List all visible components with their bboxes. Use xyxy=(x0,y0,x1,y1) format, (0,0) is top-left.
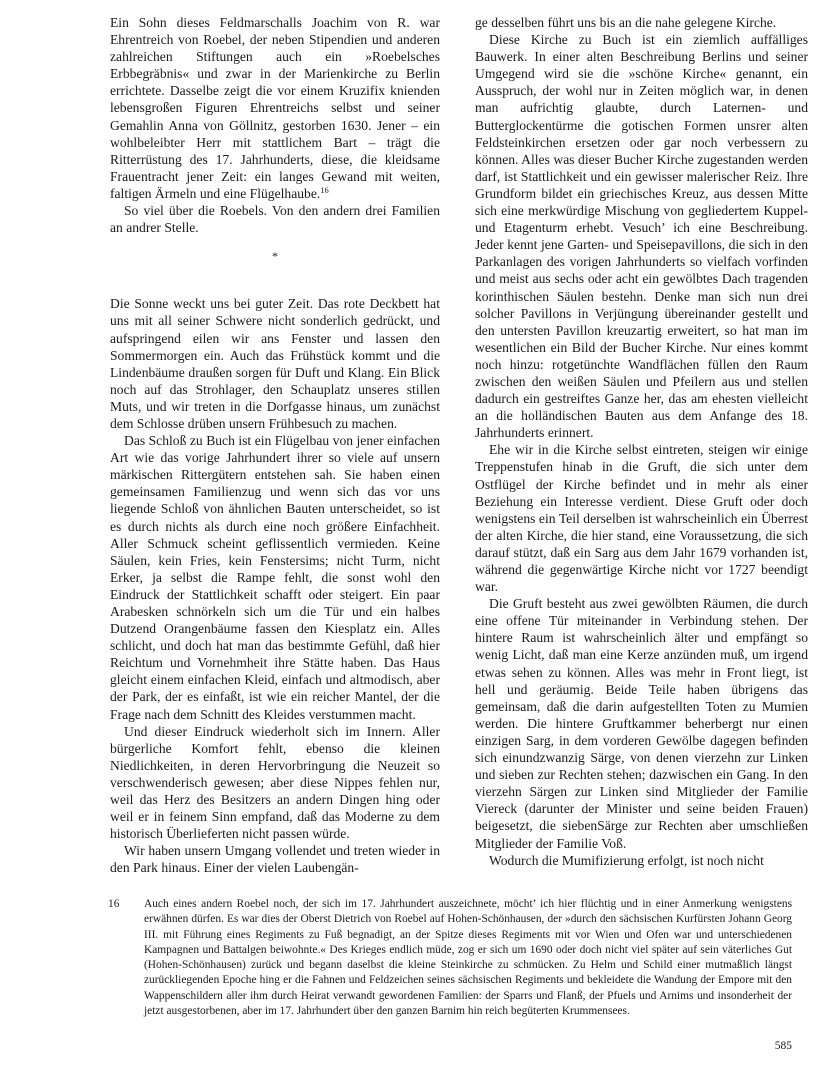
footnote-number: 16 xyxy=(108,898,120,910)
footnote xyxy=(110,897,792,1019)
right-column xyxy=(475,14,808,869)
footnote-marker: 16 xyxy=(320,184,329,195)
footnote-text: Auch eines andern Roebel noch, der sich im 17. Jahrhundert auszeichnete, möcht’ ich hier flüchtig und in einer Anmerkung wenigstens erwähnen dürfen. Es war dies der Oberst Dietrich von Roebel auf Hohen-Schönhausen, der »durch den sächsischen Kurfürsten Johann Georg III. mit Führung eines Regiments zu Fuß begnadigt, an der Spitze dieses Regiments mit vor Wien und Ofen war und unterschiedenen Kampagnen und Battalgen beiwohnte.« Des Krieges endlich müde, zog er sich um 1690 oder doch nicht viel später auf sein väterliches Gut (Hohen-Schönhausen) zurück und begann daselbst die kleine Steinkirche zu schmücken. Zu Helm und Schild einer mutmaßlich längst zurückliegenden Epoche hing er die Fahnen und Feldzeichen seines sächsischen Regiments und bekleidete die Wandung der Empore mit den Wappenschildern aller ihm durch Heirat verwandt gewordenen Familien: der Sparrs und Flanß, der Pfuels und Arnims und insonderheit der jetzt ausgestorbenen, aber im 17. Jahrhundert über den ganzen Barnim hin reich begüterten Krummensees. xyxy=(144,898,792,1018)
left-column xyxy=(110,14,440,877)
paragraph: Die Sonne weckt uns bei guter Zeit. Das rote Deckbett hat uns mit all seiner Schwere nicht sonderlich gedrückt, und aufspringend eilen wir ans Fenster und lassen den Sommermorgen ein. Auch das Frühstück kommt und die Lindenbäume draußen sorgen für Duft und Klang. Ein Blick noch auf das Strohlager, den Schauplatz unseres stillen Muts, und wir treten in die Dorfgasse hinaus, um zunächst dem Schlosse drüben unsern Frühbesuch zu machen. xyxy=(110,296,440,431)
paragraph: Und dieser Eindruck wiederholt sich im Innern. Aller bürgerliche Komfort fehlt, ebenso die kleinen Niedlichkeiten, in deren Hervorbringung die Neuzeit so verschwenderisch gewesen; aber diese Nippes fehlen nur, weil das Herz des Besitzers an andern Dingen hing oder weil er in feinem Sinn empfand, daß das Moderne zu dem historisch Überlieferten nicht passen würde. xyxy=(110,723,440,842)
paragraph: Die Gruft besteht aus zwei gewölbten Räumen, die durch eine offene Tür miteinander in Verbindung stehen. Der hintere Raum ist wahrscheinlich älter und empfängt so wenig Licht, daß man eine Kerze anzünden muß, um irgend etwas sehen zu können. Alles was mehr in Front liegt, ist hell und geräumig. Beide Teile haben übrigens das gemeinsam, daß die darin aufgestellten Toten zu Mumien werden. Die hintere Gruftkammer beherbergt nur einen einzigen Sarg, in dem vorderen Gewölbe dagegen befinden sich einundzwanzig Särge, von denen vierzehn zur Linken und sieben zur Rechten stehen; dazwischen ein Gang. In den vierzehn Särgen zur Linken sind Mitglieder der Familie Viereck (darunter der Minister und seine beiden Frauen) beigesetzt, die siebenSärge zur Rechten aber umschließen Mitglieder der Familie Voß. xyxy=(475,596,808,851)
paragraph: Diese Kirche zu Buch ist ein ziemlich auffälliges Bauwerk. In einer alten Beschreibung Berlins und seiner Umgegend wird sie die »schöne Kirche« genannt, ein Ausspruch, der wohl nur in Zeiten möglich war, in denen man aufrichtig glaubte, durch Laternen- und Butterglockentürme die gotischen Formen unsrer alten Feldsteinkirchen ersetzen oder gar noch verbessern zu können. Alles was dieser Bucher Kirche zugestanden werden darf, ist Stattlichkeit und ein gewisser malerischer Reiz. Ihre Grundform bildet ein griechisches Kreuz, aus dessen Mitte sich eine merkwürdige Mischung von gegliedertem Kuppel- und Etagenturm erhebt. Vesuch’ ich eine Beschreibung. Jeder kennt jene Garten- und Speisepavillons, die sich in den Parkanlagen des vorigen Jahrhunderts so vielfach vorfinden und meist aus sechs oder acht ein gewölbtes Dach tragenden korinthischen Säulen bestehn. Denke man sich nun drei solcher Pavillons in Verjüngung übereinander gestellt und den untersten Pavillon kreuzartig erweitert, so hat man im wesentlichen ein Bild der Bucher Kirche. Nur eines kommt noch hinzu: rotgetünchte Wandflächen füllen den Raum zwischen den weißen Säulen und Pfeilern aus und stellen dadurch ein gestreiftes Ganze her, das am ehesten vielleicht an die holländischen Bauten aus dem Anfange des 18. Jahrhunderts erinnert. xyxy=(475,32,808,441)
paragraph: Ehe wir in die Kirche selbst eintreten, steigen wir einige Treppenstufen hinab in die Gruft, die sich unter dem Ostflügel der Kirche befindet und in mehr als einer Beziehung ein Interesse verdient. Diese Gruft oder doch wenigstens ein Teil derselben ist wahrscheinlich ein Überrest der alten Kirche, die hier stand, eine Voraussetzung, die sich darauf stützt, daß ein Sarg aus dem Jahr 1679 vorhanden ist, während die gegenwärtige Kirche nicht vor 1727 beendigt war. xyxy=(475,442,808,595)
paragraph: Ein Sohn dieses Feldmarschalls Joachim von R. war Ehrentreich von Roebel, der neben Stipendien und anderen zahlreichen Stiftungen auch ein »Roebelsches Erbbegräbnis« und zwar in der Marienkirche zu Berlin errichtete. Dasselbe zeigt die vor einem Kruzifix knienden lebensgroßen Figuren Ehrentreichs selbst und seiner Gemahlin Anna von Göllnitz, gestorben 1630. Jener – ein wohlbeleibter Herr mit stattlichem Bart – trägt die Ritterrüstung des 17. Jahrhunderts, diese, die kleidsame Frauentracht jener Zeit: ein langes Gewand mit weiten, faltigen Ärmeln und eine Flügelhaube.$^{16}$ xyxy=(110,15,440,201)
paragraph: Das Schloß zu Buch ist ein Flügelbau von jener einfachen Art wie das vorige Jahrhundert ihrer so viele auf unsern märkischen Rittergütern entstehen sah. Sie haben einen gemeinsamen Familienzug und wenn sich das vor uns liegende Schloß von ähnlichen Bauten unterscheidet, so ist es durch nichts als durch eine noch größere Einfachheit. Aller Schmuck scheint geflissentlich vermieden. Keine Säulen, kein Fries, kein Fenstersims; nicht Turm, nicht Erker, ja selbst die Rampe fehlt, die sonst wohl den Eindruck der Stattlichkeit schafft oder steigert. Ein paar Arabesken schnörkeln sich um die Tür und ein halbes Dutzend Orangenbäume fassen den Kiesplatz ein. Alles schlicht, und doch hat man das bestimmte Gefühl, daß hier Reichtum und Vornehmheit ihre Stätte haben. Das Haus gleicht einem einfachen Kleid, einfach und altmodisch, aber der Park, der es einfaßt, ist wie ein reicher Mantel, der die Frage nach dem Schnitt des Kleides verstummen macht. xyxy=(110,433,440,722)
paragraph: Wodurch die Mumifizierung erfolgt, ist noch nicht xyxy=(489,852,764,868)
page-number: 585 xyxy=(774,1040,792,1052)
paragraph: Wir haben unsern Umgang vollendet und treten wieder in den Park hinaus. Einer der vielen Laubengän- xyxy=(110,843,440,876)
paragraph: ge desselben führt uns bis an die nahe gelegene Kirche. xyxy=(475,15,777,30)
section-divider: * xyxy=(272,249,278,264)
paragraph: So viel über die Roebels. Von den andern drei Familien an andrer Stelle. xyxy=(110,203,440,236)
